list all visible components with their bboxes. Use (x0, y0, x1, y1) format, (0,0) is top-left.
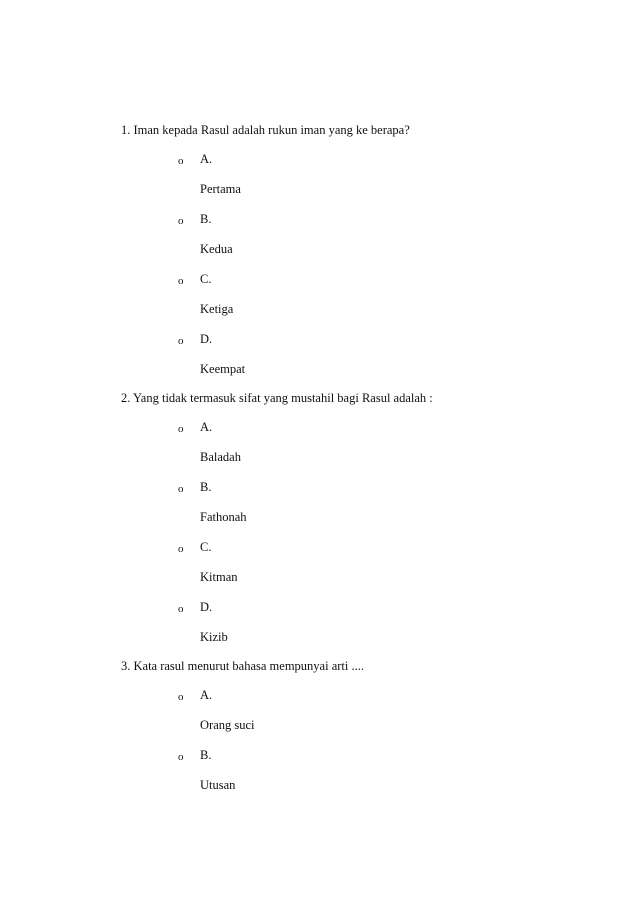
option-text: Pertama (200, 182, 241, 196)
question-2-text: 2. Yang tidak termasuk sifat yang mustahil bagi Rasul adalah : (121, 391, 433, 405)
option-letter: D. (200, 600, 213, 614)
option-letter: A. (200, 420, 213, 434)
question-1-text: 1. Iman kepada Rasul adalah rukun iman yang ke berapa? (121, 123, 410, 137)
option-letter: B. (200, 748, 212, 762)
radio-bullet-icon: o (178, 603, 184, 615)
radio-bullet-icon: o (178, 483, 184, 495)
radio-bullet-icon: o (178, 275, 184, 287)
option-letter: B. (200, 480, 212, 494)
option-text: Kedua (200, 242, 233, 256)
option-letter: B. (200, 212, 212, 226)
radio-bullet-icon: o (178, 155, 184, 167)
option-letter: A. (200, 152, 213, 166)
radio-bullet-icon: o (178, 423, 184, 435)
radio-bullet-icon: o (178, 335, 184, 347)
option-letter: C. (200, 540, 212, 554)
option-letter: A. (200, 688, 213, 702)
option-text: Kizib (200, 630, 228, 644)
radio-bullet-icon: o (178, 543, 184, 555)
option-text: Ketiga (200, 302, 234, 316)
option-text: Utusan (200, 778, 236, 792)
radio-bullet-icon: o (178, 691, 184, 703)
option-text: Fathonah (200, 510, 247, 524)
radio-bullet-icon: o (178, 215, 184, 227)
option-text: Keempat (200, 362, 246, 376)
option-text: Orang suci (200, 718, 255, 732)
option-letter: C. (200, 272, 212, 286)
question-3-text: 3. Kata rasul menurut bahasa mempunyai arti .... (121, 659, 364, 673)
option-text: Kitman (200, 570, 238, 584)
option-text: Baladah (200, 450, 241, 464)
radio-bullet-icon: o (178, 751, 184, 763)
option-letter: D. (200, 332, 213, 346)
